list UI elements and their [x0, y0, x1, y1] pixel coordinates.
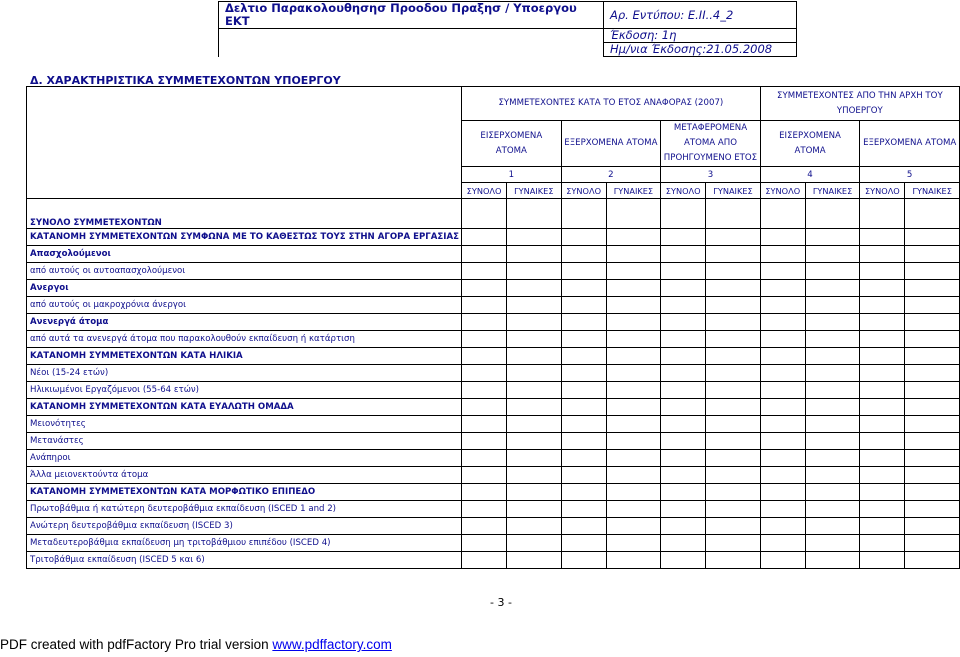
value-cell[interactable]: [606, 399, 661, 416]
edition-date: Ημ/νια Έκδοσης:21.05.2008: [604, 43, 797, 57]
value-cell[interactable]: [462, 331, 507, 348]
value-cell[interactable]: [606, 199, 661, 229]
value-cell[interactable]: [760, 348, 805, 365]
value-cell[interactable]: [462, 246, 507, 263]
value-cell[interactable]: [561, 314, 606, 331]
col-number: 4: [760, 167, 860, 183]
value-cell[interactable]: [561, 535, 606, 552]
table-row: [27, 416, 960, 433]
value-cell[interactable]: [661, 416, 706, 433]
row-label: ΚΑΤΑΝΟΜΗ ΣΥΜΜΕΤΕΧΟΝΤΩΝ ΚΑΤΑ ΗΛΙΚΙΑ: [27, 348, 462, 365]
value-cell[interactable]: [905, 399, 960, 416]
value-cell[interactable]: [606, 467, 661, 484]
value-cell[interactable]: [860, 382, 905, 399]
value-cell[interactable]: [805, 229, 860, 246]
value-cell[interactable]: [706, 348, 761, 365]
value-cell[interactable]: [561, 518, 606, 535]
value-cell[interactable]: [462, 501, 507, 518]
value-cell[interactable]: [860, 535, 905, 552]
value-cell[interactable]: [860, 229, 905, 246]
value-cell[interactable]: [462, 229, 507, 246]
value-cell[interactable]: [507, 416, 562, 433]
value-cell[interactable]: [860, 365, 905, 382]
value-cell[interactable]: [462, 484, 507, 501]
value-cell[interactable]: [905, 348, 960, 365]
pdf-footer: [0, 637, 392, 652]
value-cell[interactable]: [805, 297, 860, 314]
row-label: ΚΑΤΑΝΟΜΗ ΣΥΜΜΕΤΕΧΟΝΤΩΝ ΚΑΤΑ ΕΥΑΛΩΤΗ ΟΜΑΔΑ: [27, 399, 462, 416]
value-cell[interactable]: [507, 348, 562, 365]
sub-total: ΣΥΝΟΛΟ: [760, 183, 805, 199]
value-cell[interactable]: [661, 331, 706, 348]
value-cell[interactable]: [462, 450, 507, 467]
table-row: [27, 365, 960, 382]
table-row: [27, 484, 960, 501]
value-cell[interactable]: [661, 365, 706, 382]
value-cell[interactable]: [760, 535, 805, 552]
col-number: 5: [860, 167, 960, 183]
table-row: [27, 552, 960, 569]
value-cell[interactable]: [561, 199, 606, 229]
header-title: Δελτιο Παρακολουθησησ Προοδου Πραξησ / Υποεργου ΕΚΤ: [219, 2, 604, 29]
value-cell[interactable]: [462, 365, 507, 382]
value-cell[interactable]: [905, 280, 960, 297]
value-cell[interactable]: [706, 467, 761, 484]
value-cell[interactable]: [507, 433, 562, 450]
sub-women: ΓΥΝΑΙΚΕΣ: [805, 183, 860, 199]
participants-table: [26, 86, 960, 569]
sub-total: ΣΥΝΟΛΟ: [661, 183, 706, 199]
value-cell[interactable]: [561, 365, 606, 382]
value-cell[interactable]: [905, 199, 960, 229]
col-entering-start: ΕΙΣΕΡΧΟΜΕΝΑ ΑΤΟΜΑ: [760, 121, 860, 167]
value-cell[interactable]: [805, 416, 860, 433]
sub-women: ΓΥΝΑΙΚΕΣ: [606, 183, 661, 199]
value-cell[interactable]: [905, 484, 960, 501]
value-cell[interactable]: [760, 399, 805, 416]
value-cell[interactable]: [561, 467, 606, 484]
value-cell[interactable]: [760, 501, 805, 518]
value-cell[interactable]: [661, 484, 706, 501]
col-number: 2: [561, 167, 661, 183]
value-cell[interactable]: [661, 314, 706, 331]
row-label: Ανενεργά άτομα: [27, 314, 462, 331]
table-row: [27, 382, 960, 399]
value-cell[interactable]: [860, 348, 905, 365]
value-cell[interactable]: [561, 263, 606, 280]
value-cell[interactable]: [760, 365, 805, 382]
value-cell[interactable]: [606, 535, 661, 552]
row-label: από αυτούς οι μακροχρόνια άνεργοι: [27, 297, 462, 314]
value-cell[interactable]: [760, 246, 805, 263]
value-cell[interactable]: [905, 246, 960, 263]
value-cell[interactable]: [561, 450, 606, 467]
value-cell[interactable]: [905, 365, 960, 382]
value-cell[interactable]: [661, 399, 706, 416]
value-cell[interactable]: [860, 246, 905, 263]
header-empty-cell: [219, 43, 604, 57]
sub-women: ΓΥΝΑΙΚΕΣ: [507, 183, 562, 199]
value-cell[interactable]: [760, 467, 805, 484]
value-cell[interactable]: [661, 246, 706, 263]
table-row: [27, 467, 960, 484]
value-cell[interactable]: [860, 467, 905, 484]
value-cell[interactable]: [507, 399, 562, 416]
value-cell[interactable]: [462, 433, 507, 450]
value-cell[interactable]: [805, 199, 860, 229]
value-cell[interactable]: [661, 199, 706, 229]
value-cell[interactable]: [606, 331, 661, 348]
value-cell[interactable]: [905, 450, 960, 467]
value-cell[interactable]: [905, 263, 960, 280]
value-cell[interactable]: [561, 484, 606, 501]
table-row: [27, 199, 960, 229]
value-cell[interactable]: [805, 331, 860, 348]
sub-women: ΓΥΝΑΙΚΕΣ: [905, 183, 960, 199]
value-cell[interactable]: [905, 433, 960, 450]
value-cell[interactable]: [905, 552, 960, 569]
value-cell[interactable]: [462, 552, 507, 569]
group-start-header: ΣΥΜΜΕΤΕΧΟΝΤΕΣ ΑΠΟ ΤΗΝ ΑΡΧΗ ΤΟΥ ΥΠΟΕΡΓΟΥ: [760, 87, 959, 121]
row-label: Άλλα μειονεκτούντα άτομα: [27, 467, 462, 484]
value-cell[interactable]: [805, 535, 860, 552]
value-cell[interactable]: [905, 467, 960, 484]
value-cell[interactable]: [905, 535, 960, 552]
value-cell[interactable]: [606, 552, 661, 569]
row-label: Τριτοβάθμια εκπαίδευση (ISCED 5 και 6): [27, 552, 462, 569]
value-cell[interactable]: [606, 450, 661, 467]
row-label: ΣΥΝΟΛΟ ΣΥΜΜΕΤΕΧΟΝΤΩΝ: [27, 199, 462, 229]
value-cell[interactable]: [706, 229, 761, 246]
value-cell[interactable]: [905, 501, 960, 518]
value-cell[interactable]: [462, 535, 507, 552]
col-number: 1: [462, 167, 562, 183]
value-cell[interactable]: [462, 518, 507, 535]
value-cell[interactable]: [661, 382, 706, 399]
sub-women: ΓΥΝΑΙΚΕΣ: [706, 183, 761, 199]
table-row: [27, 280, 960, 297]
table-row: [27, 331, 960, 348]
value-cell[interactable]: [606, 263, 661, 280]
section-title: Δ. ΧΑΡΑΚΤΗΡΙΣΤΙΚΑ ΣΥΜΜΕΤΕΧΟΝΤΩΝ ΥΠΟΕΡΓΟΥ: [30, 74, 341, 87]
value-cell[interactable]: [462, 399, 507, 416]
value-cell[interactable]: [507, 280, 562, 297]
value-cell[interactable]: [905, 331, 960, 348]
value-cell[interactable]: [760, 199, 805, 229]
footer-link[interactable]: www.pdffactory.com: [272, 637, 392, 652]
row-label: ΚΑΤΑΝΟΜΗ ΣΥΜΜΕΤΕΧΟΝΤΩΝ ΣΥΜΦΩΝΑ ΜΕ ΤΟ ΚΑΘΕΣΤΩΣ ΤΟΥΣ ΣΤΗΝ ΑΓΟΡΑ ΕΡΓΑΣΙΑΣ: [27, 229, 462, 246]
value-cell[interactable]: [706, 484, 761, 501]
value-cell[interactable]: [860, 518, 905, 535]
row-label: Ανάπηροι: [27, 450, 462, 467]
value-cell[interactable]: [760, 263, 805, 280]
value-cell[interactable]: [561, 280, 606, 297]
value-cell[interactable]: [606, 382, 661, 399]
value-cell[interactable]: [805, 263, 860, 280]
value-cell[interactable]: [706, 382, 761, 399]
value-cell[interactable]: [462, 263, 507, 280]
value-cell[interactable]: [507, 199, 562, 229]
value-cell[interactable]: [860, 399, 905, 416]
row-label: Ανεργοι: [27, 280, 462, 297]
row-label: Μειονότητες: [27, 416, 462, 433]
table-row: [27, 450, 960, 467]
value-cell[interactable]: [606, 501, 661, 518]
row-label: ΚΑΤΑΝΟΜΗ ΣΥΜΜΕΤΕΧΟΝΤΩΝ ΚΑΤΑ ΜΟΡΦΩΤΙΚΟ ΕΠΙΠΕΔΟ: [27, 484, 462, 501]
value-cell[interactable]: [661, 229, 706, 246]
value-cell[interactable]: [507, 246, 562, 263]
value-cell[interactable]: [606, 297, 661, 314]
table-row: [27, 229, 960, 246]
header-corner-cell: [27, 87, 462, 199]
value-cell[interactable]: [507, 331, 562, 348]
value-cell[interactable]: [706, 433, 761, 450]
value-cell[interactable]: [860, 416, 905, 433]
value-cell[interactable]: [706, 399, 761, 416]
value-cell[interactable]: [760, 331, 805, 348]
value-cell[interactable]: [805, 433, 860, 450]
value-cell[interactable]: [661, 280, 706, 297]
value-cell[interactable]: [706, 518, 761, 535]
value-cell[interactable]: [507, 501, 562, 518]
value-cell[interactable]: [706, 263, 761, 280]
value-cell[interactable]: [661, 501, 706, 518]
value-cell[interactable]: [561, 416, 606, 433]
value-cell[interactable]: [706, 314, 761, 331]
value-cell[interactable]: [805, 467, 860, 484]
value-cell[interactable]: [606, 280, 661, 297]
value-cell[interactable]: [805, 348, 860, 365]
value-cell[interactable]: [905, 297, 960, 314]
value-cell[interactable]: [606, 314, 661, 331]
value-cell[interactable]: [507, 518, 562, 535]
value-cell[interactable]: [805, 450, 860, 467]
row-label: από αυτούς οι αυτοαπασχολούμενοι: [27, 263, 462, 280]
value-cell[interactable]: [661, 348, 706, 365]
value-cell[interactable]: [661, 450, 706, 467]
table-row: [27, 501, 960, 518]
value-cell[interactable]: [905, 229, 960, 246]
value-cell[interactable]: [462, 297, 507, 314]
value-cell[interactable]: [860, 199, 905, 229]
value-cell[interactable]: [706, 552, 761, 569]
col-exiting-start: ΕΞΕΡΧΟΜΕΝΑ ΑΤΟΜΑ: [860, 121, 960, 167]
value-cell[interactable]: [462, 314, 507, 331]
value-cell[interactable]: [760, 382, 805, 399]
value-cell[interactable]: [606, 433, 661, 450]
row-label: Ηλικιωμένοι Εργαζόμενοι (55-64 ετών): [27, 382, 462, 399]
value-cell[interactable]: [860, 297, 905, 314]
value-cell[interactable]: [507, 552, 562, 569]
col-exiting: ΕΞΕΡΧΟΜΕΝΑ ΑΤΟΜΑ: [561, 121, 661, 167]
value-cell[interactable]: [462, 416, 507, 433]
value-cell[interactable]: [661, 263, 706, 280]
value-cell[interactable]: [805, 314, 860, 331]
value-cell[interactable]: [507, 229, 562, 246]
value-cell[interactable]: [860, 280, 905, 297]
value-cell[interactable]: [905, 518, 960, 535]
value-cell[interactable]: [661, 518, 706, 535]
value-cell[interactable]: [661, 433, 706, 450]
page-number: - 3 -: [490, 596, 512, 609]
row-label: Νέοι (15-24 ετών): [27, 365, 462, 382]
value-cell[interactable]: [606, 246, 661, 263]
table-body: [27, 199, 960, 569]
value-cell[interactable]: [805, 280, 860, 297]
value-cell[interactable]: [860, 501, 905, 518]
value-cell[interactable]: [561, 399, 606, 416]
value-cell[interactable]: [462, 382, 507, 399]
value-cell[interactable]: [606, 416, 661, 433]
value-cell[interactable]: [706, 199, 761, 229]
value-cell[interactable]: [462, 467, 507, 484]
col-carried-over: ΜΕΤΑΦΕΡΟΜΕΝΑ ΑΤΟΜΑ ΑΠΟ ΠΡΟΗΓΟΥΜΕΝΟ ΕΤΟΣ: [661, 121, 761, 167]
col-number: 3: [661, 167, 761, 183]
value-cell[interactable]: [760, 229, 805, 246]
value-cell[interactable]: [905, 382, 960, 399]
table-row: [27, 297, 960, 314]
footer-text: PDF created with pdfFactory Pro trial version: [0, 637, 273, 652]
value-cell[interactable]: [661, 552, 706, 569]
value-cell[interactable]: [706, 280, 761, 297]
value-cell[interactable]: [860, 263, 905, 280]
value-cell[interactable]: [760, 433, 805, 450]
value-cell[interactable]: [760, 416, 805, 433]
value-cell[interactable]: [905, 314, 960, 331]
value-cell[interactable]: [706, 450, 761, 467]
value-cell[interactable]: [860, 331, 905, 348]
value-cell[interactable]: [860, 433, 905, 450]
value-cell[interactable]: [760, 297, 805, 314]
sub-total: ΣΥΝΟΛΟ: [561, 183, 606, 199]
value-cell[interactable]: [561, 348, 606, 365]
table-row: [27, 246, 960, 263]
value-cell[interactable]: [561, 552, 606, 569]
value-cell[interactable]: [805, 382, 860, 399]
value-cell[interactable]: [805, 552, 860, 569]
value-cell[interactable]: [462, 280, 507, 297]
sub-total: ΣΥΝΟΛΟ: [462, 183, 507, 199]
value-cell[interactable]: [760, 314, 805, 331]
value-cell[interactable]: [606, 518, 661, 535]
value-cell[interactable]: [507, 467, 562, 484]
sub-total: ΣΥΝΟΛΟ: [860, 183, 905, 199]
value-cell[interactable]: [462, 199, 507, 229]
value-cell[interactable]: [805, 246, 860, 263]
value-cell[interactable]: [507, 297, 562, 314]
value-cell[interactable]: [507, 314, 562, 331]
value-cell[interactable]: [805, 501, 860, 518]
value-cell[interactable]: [706, 501, 761, 518]
row-label: Πρωτοβάθμια ή κατώτερη δευτεροβάθμια εκπαίδευση (ISCED 1 and 2): [27, 501, 462, 518]
col-entering: ΕΙΣΕΡΧΟΜΕΝΑ ΑΤΟΜΑ: [462, 121, 562, 167]
table-row: [27, 399, 960, 416]
value-cell[interactable]: [561, 501, 606, 518]
row-label: Μετανάστες: [27, 433, 462, 450]
value-cell[interactable]: [661, 535, 706, 552]
value-cell[interactable]: [507, 263, 562, 280]
document-header: [218, 1, 797, 57]
value-cell[interactable]: [606, 229, 661, 246]
value-cell[interactable]: [561, 433, 606, 450]
value-cell[interactable]: [561, 331, 606, 348]
value-cell[interactable]: [462, 348, 507, 365]
value-cell[interactable]: [860, 484, 905, 501]
value-cell[interactable]: [760, 280, 805, 297]
row-label: Απασχολούμενοι: [27, 246, 462, 263]
value-cell[interactable]: [706, 246, 761, 263]
value-cell[interactable]: [561, 229, 606, 246]
value-cell[interactable]: [507, 450, 562, 467]
row-label: Ανώτερη δευτεροβάθμια εκπαίδευση (ISCED 3): [27, 518, 462, 535]
value-cell[interactable]: [561, 297, 606, 314]
value-cell[interactable]: [760, 552, 805, 569]
value-cell[interactable]: [606, 365, 661, 382]
value-cell[interactable]: [860, 314, 905, 331]
table-row: [27, 314, 960, 331]
value-cell[interactable]: [606, 348, 661, 365]
table-row: [27, 518, 960, 535]
value-cell[interactable]: [706, 535, 761, 552]
value-cell[interactable]: [805, 399, 860, 416]
value-cell[interactable]: [507, 365, 562, 382]
value-cell[interactable]: [805, 365, 860, 382]
value-cell[interactable]: [507, 484, 562, 501]
value-cell[interactable]: [706, 297, 761, 314]
table-row: [27, 535, 960, 552]
value-cell[interactable]: [706, 331, 761, 348]
value-cell[interactable]: [905, 416, 960, 433]
group-year-header: ΣΥΜΜΕΤΕΧΟΝΤΕΣ ΚΑΤΑ ΤΟ ΕΤΟΣ ΑΝΑΦΟΡΑΣ (2007): [462, 87, 761, 121]
table-row: [27, 433, 960, 450]
value-cell[interactable]: [661, 467, 706, 484]
value-cell[interactable]: [760, 484, 805, 501]
row-label: από αυτά τα ανενεργά άτομα που παρακολουθούν εκπαίδευση ή κατάρτιση: [27, 331, 462, 348]
value-cell[interactable]: [561, 382, 606, 399]
value-cell[interactable]: [760, 518, 805, 535]
value-cell[interactable]: [507, 535, 562, 552]
value-cell[interactable]: [860, 450, 905, 467]
value-cell[interactable]: [661, 297, 706, 314]
row-label: Μεταδευτεροβάθμια εκπαίδευση μη τριτοβάθμιου επιπέδου (ISCED 4): [27, 535, 462, 552]
table-row: [27, 348, 960, 365]
value-cell[interactable]: [606, 484, 661, 501]
header-empty-cell: [219, 29, 604, 43]
value-cell[interactable]: [561, 246, 606, 263]
value-cell[interactable]: [860, 552, 905, 569]
value-cell[interactable]: [507, 382, 562, 399]
value-cell[interactable]: [805, 484, 860, 501]
value-cell[interactable]: [805, 518, 860, 535]
value-cell[interactable]: [760, 450, 805, 467]
value-cell[interactable]: [706, 365, 761, 382]
table-row: [27, 263, 960, 280]
form-number: Αρ. Εντύπου: Ε.ΙΙ..4_2: [604, 2, 797, 29]
edition: Έκδοση: 1η: [604, 29, 797, 43]
value-cell[interactable]: [706, 416, 761, 433]
